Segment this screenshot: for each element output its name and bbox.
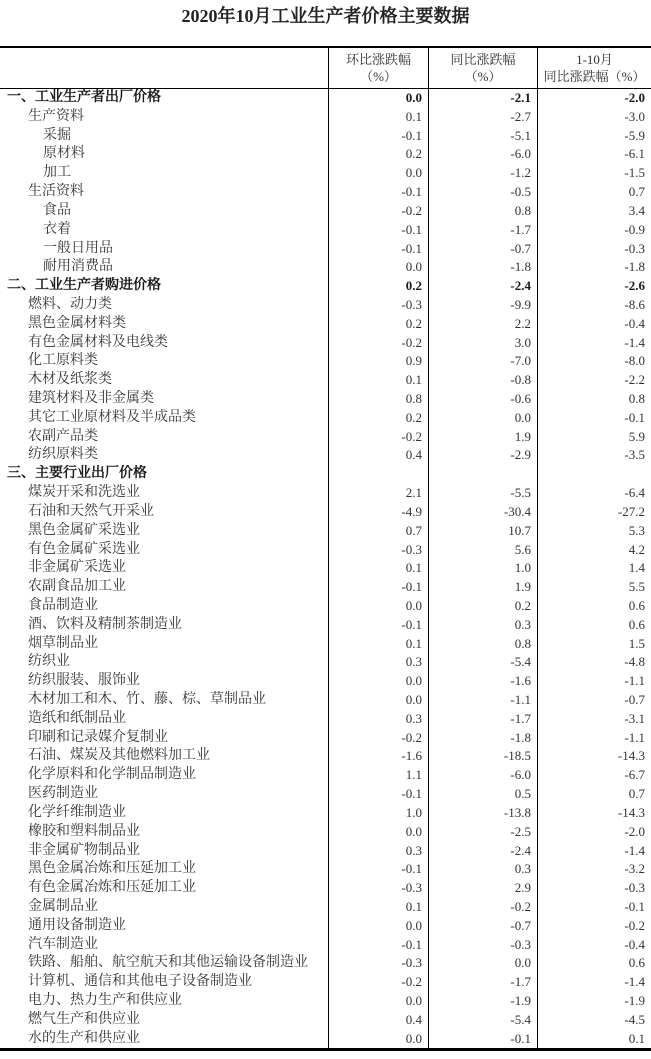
yoy-value: -5.1: [428, 127, 537, 146]
mom-value: -0.3: [328, 541, 428, 560]
mom-value: 0.1: [328, 559, 428, 578]
row-label: 耐用消费品: [43, 259, 113, 275]
mom-value: -0.1: [328, 127, 428, 146]
yoy-value: 0.2: [428, 597, 537, 616]
yoy-value: -5.5: [428, 484, 537, 503]
yoy-value: 0.5: [428, 785, 537, 804]
table-row: [0, 465, 651, 484]
row-label: 黑色金属冶炼和压延加工业: [28, 861, 196, 877]
row-label: 有色金属材料及电线类: [28, 334, 168, 350]
row-label: 木材加工和木、竹、藤、棕、草制品业: [28, 692, 266, 707]
ytd-value: -5.9: [537, 127, 651, 146]
table-row: [0, 1030, 651, 1049]
ytd-value: -0.7: [537, 691, 651, 710]
mom-value: 2.1: [328, 484, 428, 503]
header-cell-ytd: [537, 48, 651, 88]
ytd-value: 0.7: [537, 785, 651, 804]
mom-value: 0.2: [328, 315, 428, 334]
mom-value: -0.1: [328, 240, 428, 259]
ytd-value: -0.4: [537, 936, 651, 955]
row-label: 煤炭开采和洗选业: [28, 485, 140, 501]
mom-value: -1.6: [328, 747, 428, 766]
yoy-value: 0.8: [428, 202, 537, 221]
table-row: [0, 522, 651, 541]
yoy-value: -1.8: [428, 258, 537, 277]
table-row: [0, 879, 651, 898]
ytd-value: 5.9: [537, 428, 651, 447]
header-cell-yoy: [428, 48, 537, 88]
yoy-value: -1.7: [428, 710, 537, 729]
table-row: [0, 653, 651, 672]
table-row: [0, 710, 651, 729]
table-row: [0, 766, 651, 785]
row-label: 金属制品业: [28, 898, 98, 914]
row-label: 一般日用品: [43, 240, 113, 256]
yoy-value: -0.7: [428, 240, 537, 259]
ytd-value: 0.6: [537, 616, 651, 635]
ytd-value: -1.4: [537, 973, 651, 992]
yoy-value: -30.4: [428, 503, 537, 522]
table-row: [0, 277, 651, 296]
row-label: 加工: [43, 165, 71, 181]
yoy-value: 1.9: [428, 428, 537, 447]
row-label: 纺织服装、服饰业: [28, 673, 140, 689]
table-row: [0, 352, 651, 371]
row-label: 汽车制造业: [28, 936, 98, 952]
ytd-value: -3.0: [537, 108, 651, 127]
row-label: 采掘: [43, 127, 71, 143]
yoy-value: -18.5: [428, 747, 537, 766]
ytd-value: 0.6: [537, 954, 651, 973]
mom-value: 0.7: [328, 522, 428, 541]
yoy-value: -6.0: [428, 145, 537, 164]
row-label: 计算机、通信和其他电子设备制造业: [28, 974, 252, 990]
mom-value: -0.2: [328, 428, 428, 447]
row-label: 非金属矿物制品业: [28, 842, 140, 858]
yoy-value: 2.9: [428, 879, 537, 898]
row-label: 化学纤维制造业: [28, 804, 126, 820]
row-label: 黑色金属矿采选业: [28, 522, 140, 538]
row-label: 生活资料: [28, 184, 84, 200]
table-row: [0, 917, 651, 936]
yoy-value: -6.0: [428, 766, 537, 785]
row-label: 通用设备制造业: [28, 917, 126, 933]
table-row: [0, 578, 651, 597]
ytd-value: 5.5: [537, 578, 651, 597]
table-row: [0, 729, 651, 748]
row-label: 烟草制品业: [28, 635, 98, 651]
row-label: 燃气生产和供应业: [28, 1011, 140, 1027]
row-label: 三、主要行业出厂价格: [7, 466, 147, 482]
ytd-value: -14.3: [537, 747, 651, 766]
mom-value: 0.1: [328, 898, 428, 917]
ytd-value: 0.1: [537, 1030, 651, 1049]
header-yoy-line2: （%）: [464, 69, 502, 84]
mom-value: 1.1: [328, 766, 428, 785]
header-cell-mom: [328, 48, 428, 88]
header-yoy-line1: 同比涨跌幅: [450, 52, 516, 67]
table-row: [0, 691, 651, 710]
mom-value: 0.2: [328, 145, 428, 164]
ytd-value: -4.8: [537, 653, 651, 672]
table-row: [0, 954, 651, 973]
ytd-value: -1.4: [537, 842, 651, 861]
row-label: 黑色金属材料类: [28, 315, 126, 331]
yoy-value: -0.1: [428, 1030, 537, 1049]
table-row: [0, 936, 651, 955]
row-label: 石油和天然气开采业: [28, 503, 154, 519]
mom-value: 0.1: [328, 371, 428, 390]
mom-value: 0.1: [328, 108, 428, 127]
mom-value: -0.2: [328, 973, 428, 992]
yoy-value: -2.9: [428, 446, 537, 465]
yoy-value: -0.2: [428, 898, 537, 917]
table-row: [0, 108, 651, 127]
mom-value: 0.8: [328, 390, 428, 409]
ytd-value: 5.3: [537, 522, 651, 541]
ytd-value: -2.6: [537, 277, 651, 296]
yoy-value: -1.2: [428, 164, 537, 183]
row-label: 非金属矿采选业: [28, 560, 126, 576]
mom-value: -0.3: [328, 954, 428, 973]
header-ytd-line1: 1-10月: [576, 52, 613, 67]
table-row: [0, 164, 651, 183]
row-label: 铁路、船舶、航空航天和其他运输设备制造业: [28, 955, 308, 971]
table-row: [0, 484, 651, 503]
row-label: 有色金属冶炼和压延加工业: [28, 880, 196, 896]
ytd-value: -0.3: [537, 240, 651, 259]
mom-value: 0.0: [328, 672, 428, 691]
mom-value: 0.0: [328, 992, 428, 1011]
yoy-value: -5.4: [428, 653, 537, 672]
ytd-value: -4.5: [537, 1011, 651, 1030]
table-row: [0, 221, 651, 240]
yoy-value: 3.0: [428, 334, 537, 353]
row-label: 纺织业: [28, 654, 70, 670]
mom-value: -0.1: [328, 183, 428, 202]
row-label: 衣着: [43, 221, 71, 237]
row-label: 燃料、动力类: [28, 296, 112, 312]
yoy-value: 0.8: [428, 635, 537, 654]
table-row: [0, 1011, 651, 1030]
mom-value: 0.0: [328, 258, 428, 277]
row-label: 酒、饮料及精制茶制造业: [28, 616, 182, 632]
table-row: [0, 446, 651, 465]
mom-value: -0.1: [328, 221, 428, 240]
yoy-value: -2.5: [428, 823, 537, 842]
mom-value: 0.3: [328, 842, 428, 861]
mom-value: 1.0: [328, 804, 428, 823]
row-label: 化工原料类: [28, 353, 98, 369]
ytd-value: -1.8: [537, 258, 651, 277]
table-row: [0, 804, 651, 823]
ytd-value: 1.4: [537, 559, 651, 578]
ytd-value: 0.6: [537, 597, 651, 616]
mom-value: -0.3: [328, 879, 428, 898]
yoy-value: 1.9: [428, 578, 537, 597]
table-row: [0, 541, 651, 560]
mom-value: 0.0: [328, 823, 428, 842]
row-label: 电力、热力生产和供应业: [28, 993, 182, 1008]
mom-value: 0.1: [328, 635, 428, 654]
row-label: 食品制造业: [28, 597, 98, 613]
ytd-value: -0.1: [537, 898, 651, 917]
ytd-value: -27.2: [537, 503, 651, 522]
row-label: 食品: [43, 202, 71, 218]
table-row: [0, 202, 651, 221]
yoy-value: -5.4: [428, 1011, 537, 1030]
page-title: 2020年10月工业生产者价格主要数据: [181, 6, 470, 26]
table-row: [0, 258, 651, 277]
yoy-value: -7.0: [428, 352, 537, 371]
mom-value: 0.3: [328, 653, 428, 672]
yoy-value: -13.8: [428, 804, 537, 823]
yoy-value: -0.7: [428, 917, 537, 936]
mom-value: 0.0: [328, 164, 428, 183]
mom-value: 0.4: [328, 446, 428, 465]
row-label: 农副食品加工业: [28, 579, 126, 595]
mom-value: 0.4: [328, 1011, 428, 1030]
table-row: [0, 597, 651, 616]
row-label: 造纸和纸制品业: [28, 710, 126, 726]
yoy-value: -2.7: [428, 108, 537, 127]
row-label: 一、工业生产者出厂价格: [7, 90, 161, 105]
mom-value: -0.2: [328, 202, 428, 221]
row-label: 建筑材料及非金属类: [28, 391, 154, 406]
yoy-value: 0.3: [428, 616, 537, 635]
mom-value: -4.9: [328, 503, 428, 522]
ytd-value: 0.8: [537, 390, 651, 409]
ytd-value: -8.6: [537, 296, 651, 315]
yoy-value: -2.1: [428, 89, 537, 108]
yoy-value: 0.0: [428, 409, 537, 428]
ytd-value: 1.5: [537, 635, 651, 654]
ytd-value: -3.1: [537, 710, 651, 729]
table-row: [0, 559, 651, 578]
ytd-value: -1.1: [537, 729, 651, 748]
mom-value: 0.2: [328, 409, 428, 428]
yoy-value: 1.0: [428, 559, 537, 578]
row-label: 纺织原料类: [28, 447, 98, 463]
row-label: 农副产品类: [28, 428, 98, 444]
ytd-value: -8.0: [537, 352, 651, 371]
table-row: [0, 992, 651, 1011]
ytd-value: -0.3: [537, 879, 651, 898]
table-row: [0, 842, 651, 861]
mom-value: 0.9: [328, 352, 428, 371]
mom-value: 0.0: [328, 917, 428, 936]
table-row: [0, 860, 651, 879]
row-label: 其它工业原材料及半成品类: [28, 409, 196, 425]
table-row: [0, 672, 651, 691]
ytd-value: -1.4: [537, 334, 651, 353]
yoy-value: -0.5: [428, 183, 537, 202]
ytd-value: [537, 465, 651, 484]
table-row: [0, 973, 651, 992]
mom-value: -0.2: [328, 729, 428, 748]
table-row: [0, 616, 651, 635]
yoy-value: -0.3: [428, 936, 537, 955]
ytd-value: -6.7: [537, 766, 651, 785]
ytd-value: 4.2: [537, 541, 651, 560]
header-mom-line1: 环比涨跌幅: [345, 52, 411, 67]
row-label: 生产资料: [28, 108, 84, 124]
ytd-value: -1.9: [537, 992, 651, 1011]
ytd-value: -0.4: [537, 315, 651, 334]
table-row: [0, 503, 651, 522]
table-row: [0, 334, 651, 353]
mom-value: [328, 465, 428, 484]
mom-value: -0.1: [328, 785, 428, 804]
ytd-value: -14.3: [537, 804, 651, 823]
header-cell-label: [0, 48, 328, 88]
mom-value: 0.0: [328, 597, 428, 616]
ytd-value: -3.2: [537, 860, 651, 879]
row-label: 医药制造业: [28, 786, 98, 802]
table-row: [0, 145, 651, 164]
mom-value: -0.1: [328, 578, 428, 597]
yoy-value: -2.4: [428, 277, 537, 296]
ytd-value: 0.7: [537, 183, 651, 202]
mom-value: 0.0: [328, 691, 428, 710]
yoy-value: 0.0: [428, 954, 537, 973]
table-row: [0, 428, 651, 447]
table-row: [0, 747, 651, 766]
table-row: [0, 898, 651, 917]
yoy-value: -1.6: [428, 672, 537, 691]
row-label: 木材及纸浆类: [28, 372, 112, 388]
yoy-value: -1.7: [428, 221, 537, 240]
table-body: [0, 89, 651, 1048]
yoy-value: -9.9: [428, 296, 537, 315]
mom-value: -0.1: [328, 860, 428, 879]
yoy-value: 0.3: [428, 860, 537, 879]
table-row: [0, 823, 651, 842]
table-header-row: [0, 48, 651, 89]
ytd-value: -0.1: [537, 409, 651, 428]
ppi-data-table: [0, 46, 651, 1051]
row-label: 原材料: [43, 146, 85, 162]
mom-value: 0.2: [328, 277, 428, 296]
yoy-value: -1.8: [428, 729, 537, 748]
mom-value: -0.1: [328, 936, 428, 955]
table-row: [0, 89, 651, 108]
ytd-value: -1.1: [537, 672, 651, 691]
yoy-value: 10.7: [428, 522, 537, 541]
yoy-value: -1.9: [428, 992, 537, 1011]
table-row: [0, 390, 651, 409]
ytd-value: -6.1: [537, 145, 651, 164]
table-row: [0, 635, 651, 654]
row-label: 化学原料和化学制品制造业: [28, 767, 196, 783]
yoy-value: 5.6: [428, 541, 537, 560]
yoy-value: -1.7: [428, 973, 537, 992]
row-label: 二、工业生产者购进价格: [7, 278, 161, 294]
mom-value: 0.3: [328, 710, 428, 729]
mom-value: -0.2: [328, 334, 428, 353]
row-label: 石油、煤炭及其他燃料加工业: [28, 748, 210, 764]
header-mom-line2: （%）: [360, 69, 397, 84]
row-label: 有色金属矿采选业: [28, 541, 140, 557]
ytd-value: -2.0: [537, 823, 651, 842]
table-row: [0, 785, 651, 804]
yoy-value: -0.6: [428, 390, 537, 409]
mom-value: 0.0: [328, 1030, 428, 1049]
table-row: [0, 183, 651, 202]
ytd-value: -3.5: [537, 446, 651, 465]
row-label: 橡胶和塑料制品业: [28, 823, 140, 839]
yoy-value: [428, 465, 537, 484]
table-row: [0, 315, 651, 334]
ytd-value: -6.4: [537, 484, 651, 503]
mom-value: 0.0: [328, 89, 428, 108]
ytd-value: -0.9: [537, 221, 651, 240]
ytd-value: -1.5: [537, 164, 651, 183]
table-row: [0, 240, 651, 259]
mom-value: -0.1: [328, 616, 428, 635]
table-row: [0, 409, 651, 428]
table-row: [0, 371, 651, 390]
ytd-value: -0.2: [537, 917, 651, 936]
yoy-value: 2.2: [428, 315, 537, 334]
ytd-value: 3.4: [537, 202, 651, 221]
yoy-value: -2.4: [428, 842, 537, 861]
row-label: 印刷和记录媒介复制业: [28, 729, 168, 745]
table-row: [0, 127, 651, 146]
row-label: 水的生产和供应业: [28, 1030, 140, 1046]
ytd-value: -2.0: [537, 89, 651, 108]
mom-value: -0.3: [328, 296, 428, 315]
header-ytd-line2: 同比涨跌幅（%）: [543, 69, 646, 84]
ytd-value: -2.2: [537, 371, 651, 390]
table-row: [0, 296, 651, 315]
yoy-value: -1.1: [428, 691, 537, 710]
yoy-value: -0.8: [428, 371, 537, 390]
